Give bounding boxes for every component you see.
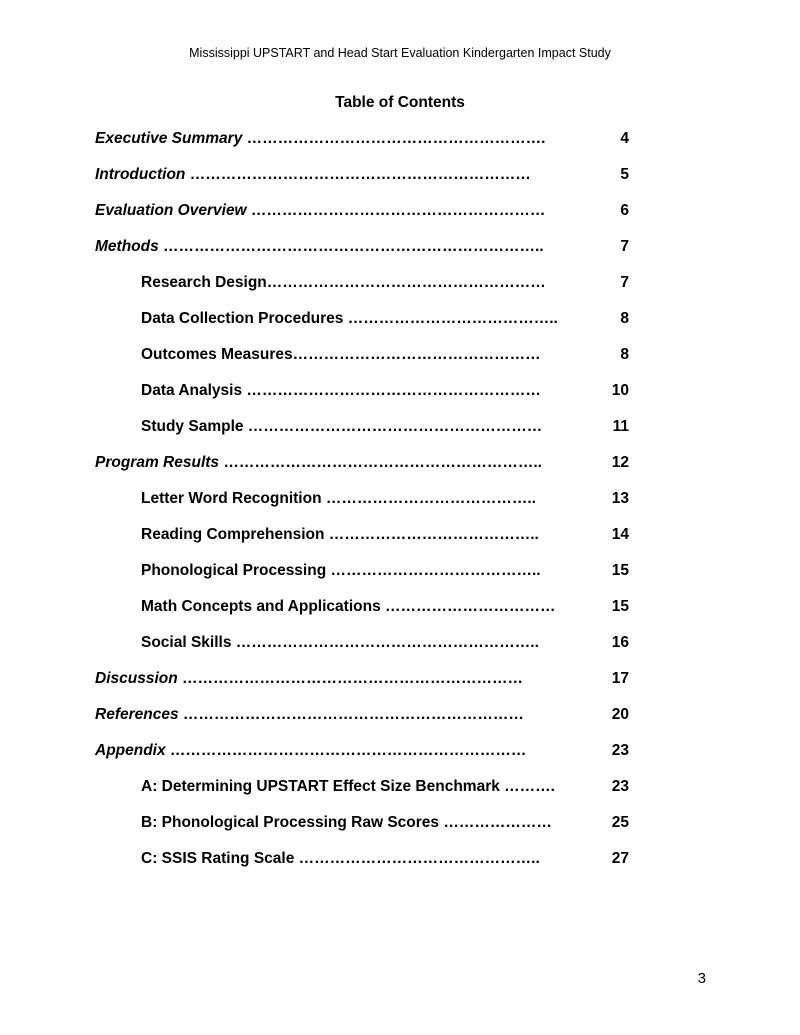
toc-dot-leader: ………………………………………………… — [243, 418, 543, 435]
toc-subsection-entry[interactable] — [0, 560, 800, 596]
toc-entry-label: Introduction — [95, 166, 186, 183]
toc-section-entry[interactable] — [0, 128, 800, 164]
toc-dot-leader: ………………………………………………………… — [177, 670, 524, 687]
toc-dot-leader: ………………………………………… — [292, 346, 541, 363]
toc-entry-label: Reading Comprehension — [141, 526, 325, 543]
toc-entry-label: Methods — [95, 238, 159, 255]
toc-entry-label: Discussion — [95, 670, 178, 687]
toc-entry-label: B: Phonological Processing Raw Scores — [141, 814, 440, 831]
toc-entry-text — [95, 706, 524, 724]
toc-dot-leader: ………………………………….. — [321, 490, 536, 507]
toc-entry-label: C: SSIS Rating Scale — [141, 850, 295, 867]
toc-dot-leader: ……………………………………………………………….. — [158, 238, 544, 255]
toc-page-number: 14 — [611, 526, 629, 543]
toc-section-entry[interactable] — [0, 740, 800, 776]
toc-entry-text — [141, 346, 541, 364]
toc-dot-leader: ………………………………………………… — [242, 382, 541, 399]
toc-entry-text — [95, 202, 545, 220]
toc-section-entry[interactable] — [0, 452, 800, 488]
toc-page-number: 6 — [620, 202, 629, 219]
toc-page-number: 17 — [611, 670, 629, 687]
toc-section-entry[interactable] — [0, 704, 800, 740]
toc-dot-leader: …………………………………………………….. — [219, 454, 542, 471]
toc-entry-text — [141, 274, 546, 292]
toc-dot-leader: ………………………………………………… — [246, 202, 546, 219]
toc-entry-text — [95, 130, 545, 148]
toc-entry-label: Research Design — [141, 274, 267, 291]
toc-entry-label: Appendix — [95, 742, 166, 759]
toc-dot-leader: ………………………………….. — [326, 562, 541, 579]
toc-subsection-entry[interactable] — [0, 596, 800, 632]
toc-page-number: 20 — [611, 706, 629, 723]
toc-entry-text — [141, 634, 539, 652]
toc-entry-label: Study Sample — [141, 418, 244, 435]
toc-entry-text — [141, 418, 542, 436]
toc-entry-text — [141, 382, 541, 400]
toc-entry-text — [95, 166, 531, 184]
toc-entry-text — [95, 454, 542, 472]
toc-dot-leader: ……………………………………………… — [266, 274, 546, 291]
toc-page-number: 23 — [611, 742, 629, 759]
toc-entry-label: Evaluation Overview — [95, 202, 247, 219]
toc-page-number: 16 — [611, 634, 629, 651]
toc-section-entry[interactable] — [0, 200, 800, 236]
toc-entry-text — [95, 238, 544, 256]
toc-entry-text — [141, 526, 539, 544]
toc-dot-leader: …………………………………………………. — [242, 130, 546, 147]
toc-entry-text — [141, 310, 558, 328]
toc-dot-leader: ………………………………………………………… — [185, 166, 531, 183]
toc-page-number: 15 — [611, 598, 629, 615]
toc-dot-leader: ………………………………………………………… — [178, 706, 524, 723]
toc-entry-text — [141, 490, 536, 508]
toc-page-number: 5 — [620, 166, 629, 183]
toc-subsection-entry[interactable] — [0, 848, 800, 884]
toc-entry-text — [141, 562, 541, 580]
toc-entry-label: Outcomes Measures — [141, 346, 293, 363]
toc-page-number: 8 — [620, 346, 629, 363]
toc-subsection-entry[interactable] — [0, 524, 800, 560]
toc-page-number: 13 — [611, 490, 629, 507]
toc-subsection-entry[interactable] — [0, 488, 800, 524]
toc-subsection-entry[interactable] — [0, 344, 800, 380]
toc-list — [0, 128, 800, 884]
running-header: Mississippi UPSTART and Head Start Evaluation Kindergarten Impact Study — [189, 46, 611, 60]
toc-subsection-entry[interactable] — [0, 416, 800, 452]
toc-dot-leader: ………………… — [439, 814, 552, 831]
page-number: 3 — [697, 970, 706, 987]
toc-entry-text — [95, 742, 526, 760]
toc-section-entry[interactable] — [0, 668, 800, 704]
toc-subsection-entry[interactable] — [0, 632, 800, 668]
toc-entry-label: Social Skills — [141, 634, 232, 651]
toc-entry-text — [141, 778, 555, 796]
toc-subsection-entry[interactable] — [0, 380, 800, 416]
toc-page-number: 8 — [620, 310, 629, 327]
toc-entry-label: Letter Word Recognition — [141, 490, 322, 507]
toc-entry-label: A: Determining UPSTART Effect Size Benchmark — [141, 778, 500, 795]
toc-entry-label: Phonological Processing — [141, 562, 327, 579]
toc-entry-text — [95, 670, 523, 688]
toc-title: Table of Contents — [335, 94, 465, 111]
toc-section-entry[interactable] — [0, 236, 800, 272]
toc-dot-leader: …………………………………………………………… — [165, 742, 527, 759]
toc-dot-leader: ……………………………………….. — [294, 850, 540, 867]
toc-page-number: 25 — [611, 814, 629, 831]
toc-entry-label: Data Analysis — [141, 382, 243, 399]
toc-entry-text — [141, 598, 556, 616]
toc-entry-label: Math Concepts and Applications — [141, 598, 381, 615]
toc-dot-leader: ………………………………….. — [324, 526, 539, 543]
toc-dot-leader: ………………………………………………….. — [231, 634, 539, 651]
toc-subsection-entry[interactable] — [0, 272, 800, 308]
toc-page-number: 7 — [620, 238, 629, 255]
toc-entry-text — [141, 850, 540, 868]
toc-entry-label: Executive Summary — [95, 130, 243, 147]
toc-page-number: 27 — [611, 850, 629, 867]
toc-page-number: 4 — [620, 130, 629, 147]
toc-subsection-entry[interactable] — [0, 812, 800, 848]
toc-page-number: 11 — [612, 418, 629, 435]
toc-page-number: 10 — [611, 382, 629, 399]
toc-subsection-entry[interactable] — [0, 308, 800, 344]
toc-section-entry[interactable] — [0, 164, 800, 200]
toc-entry-text — [141, 814, 552, 832]
toc-entry-label: References — [95, 706, 179, 723]
toc-dot-leader: ………. — [499, 778, 555, 795]
toc-page-number: 23 — [611, 778, 629, 795]
toc-subsection-entry[interactable] — [0, 776, 800, 812]
toc-page-number: 12 — [611, 454, 629, 471]
toc-dot-leader: ………………………………….. — [343, 310, 558, 327]
toc-dot-leader: …………………………… — [380, 598, 556, 615]
toc-page-number: 15 — [611, 562, 629, 579]
toc-entry-label: Data Collection Procedures — [141, 310, 344, 327]
toc-entry-label: Program Results — [95, 454, 220, 471]
toc-page-number: 7 — [620, 274, 629, 291]
